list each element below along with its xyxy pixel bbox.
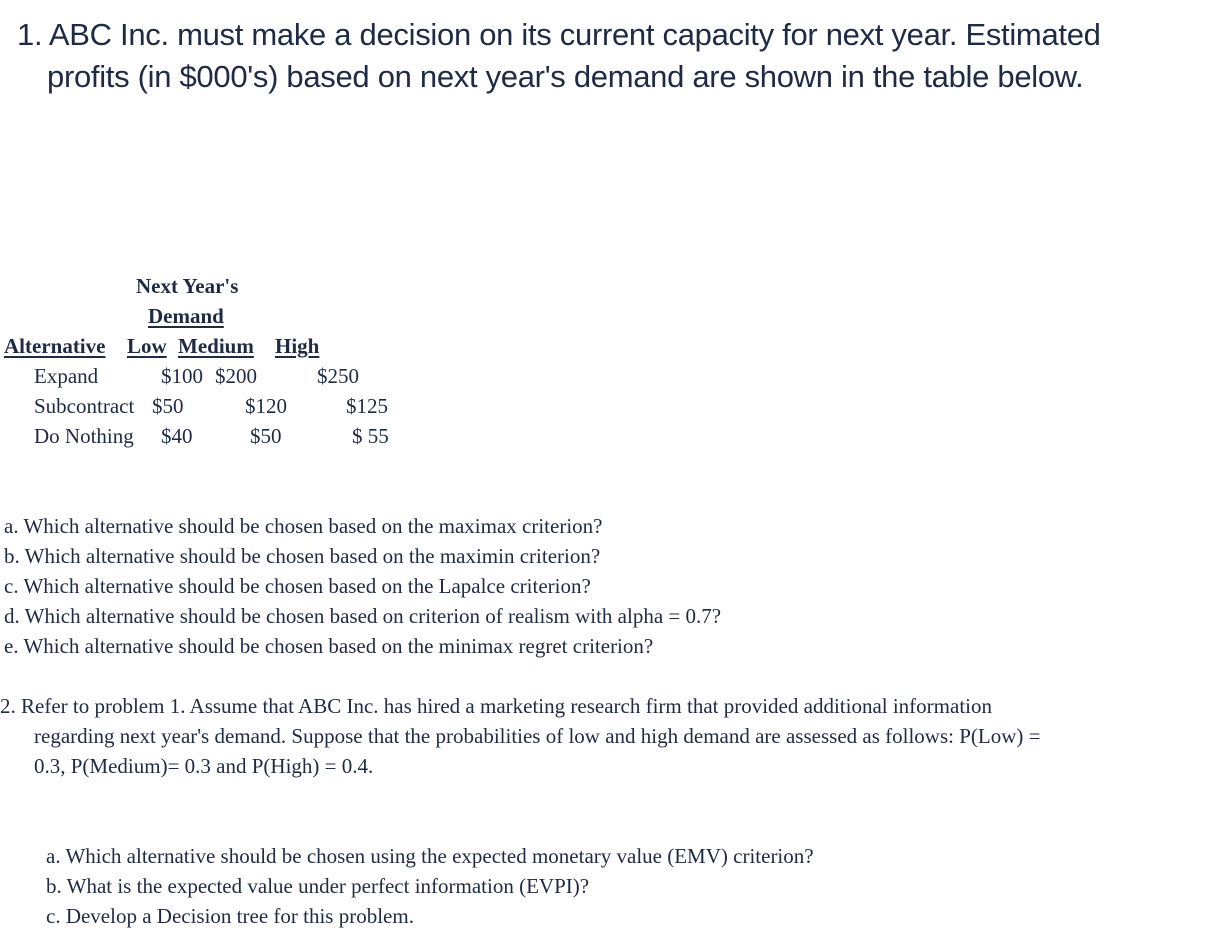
- question-item: b. What is the expected value under perfect information (EVPI)?: [46, 874, 590, 898]
- question-item: c. Develop a Decision tree for this problem.: [46, 904, 414, 928]
- header-high: High: [275, 334, 320, 358]
- cell-low: $40: [161, 424, 193, 448]
- cell-alternative: Expand: [34, 364, 99, 388]
- cell-high: $125: [346, 394, 388, 418]
- problem-2-line-3: 0.3, P(Medium)= 0.3 and P(High) = 0.4.: [34, 754, 374, 778]
- cell-medium: $50: [250, 424, 282, 448]
- question-item: b. Which alternative should be chosen based on the maximin criterion?: [4, 544, 601, 568]
- cell-medium: $120: [245, 394, 287, 418]
- heading-line-2: profits (in $000's) based on next year's demand are shown in the table below.: [47, 59, 1084, 94]
- cell-high: $250: [317, 364, 359, 388]
- cell-low: $100: [161, 364, 203, 388]
- cell-low: $50: [152, 394, 184, 418]
- question-item: d. Which alternative should be chosen based on criterion of realism with alpha = 0.7?: [4, 604, 722, 628]
- cell-alternative: Do Nothing: [34, 424, 134, 448]
- question-item: a. Which alternative should be chosen based on the maximax criterion?: [4, 514, 603, 538]
- problem-2-line-2: regarding next year's demand. Suppose that the probabilities of low and high demand are assessed as follows: P(Low) =: [34, 724, 1041, 748]
- table-title-line-2: Demand: [148, 304, 224, 328]
- cell-alternative: Subcontract: [34, 394, 135, 418]
- cell-high: $ 55: [352, 424, 389, 448]
- header-alternative: Alternative: [4, 334, 106, 358]
- cell-medium: $200: [215, 364, 257, 388]
- problem-2-line-1: 2. Refer to problem 1. Assume that ABC Inc. has hired a marketing research firm that provided additional information: [0, 694, 992, 718]
- header-low: Low: [127, 334, 167, 358]
- question-item: c. Which alternative should be chosen based on the Lapalce criterion?: [4, 574, 591, 598]
- table-title-line-1: Next Year's: [136, 274, 239, 298]
- heading-line-1: 1. ABC Inc. must make a decision on its current capacity for next year. Estimated: [17, 17, 1101, 52]
- question-item: a. Which alternative should be chosen using the expected monetary value (EMV) criterion?: [46, 844, 814, 868]
- question-item: e. Which alternative should be chosen based on the minimax regret criterion?: [4, 634, 654, 658]
- header-medium: Medium: [178, 334, 254, 358]
